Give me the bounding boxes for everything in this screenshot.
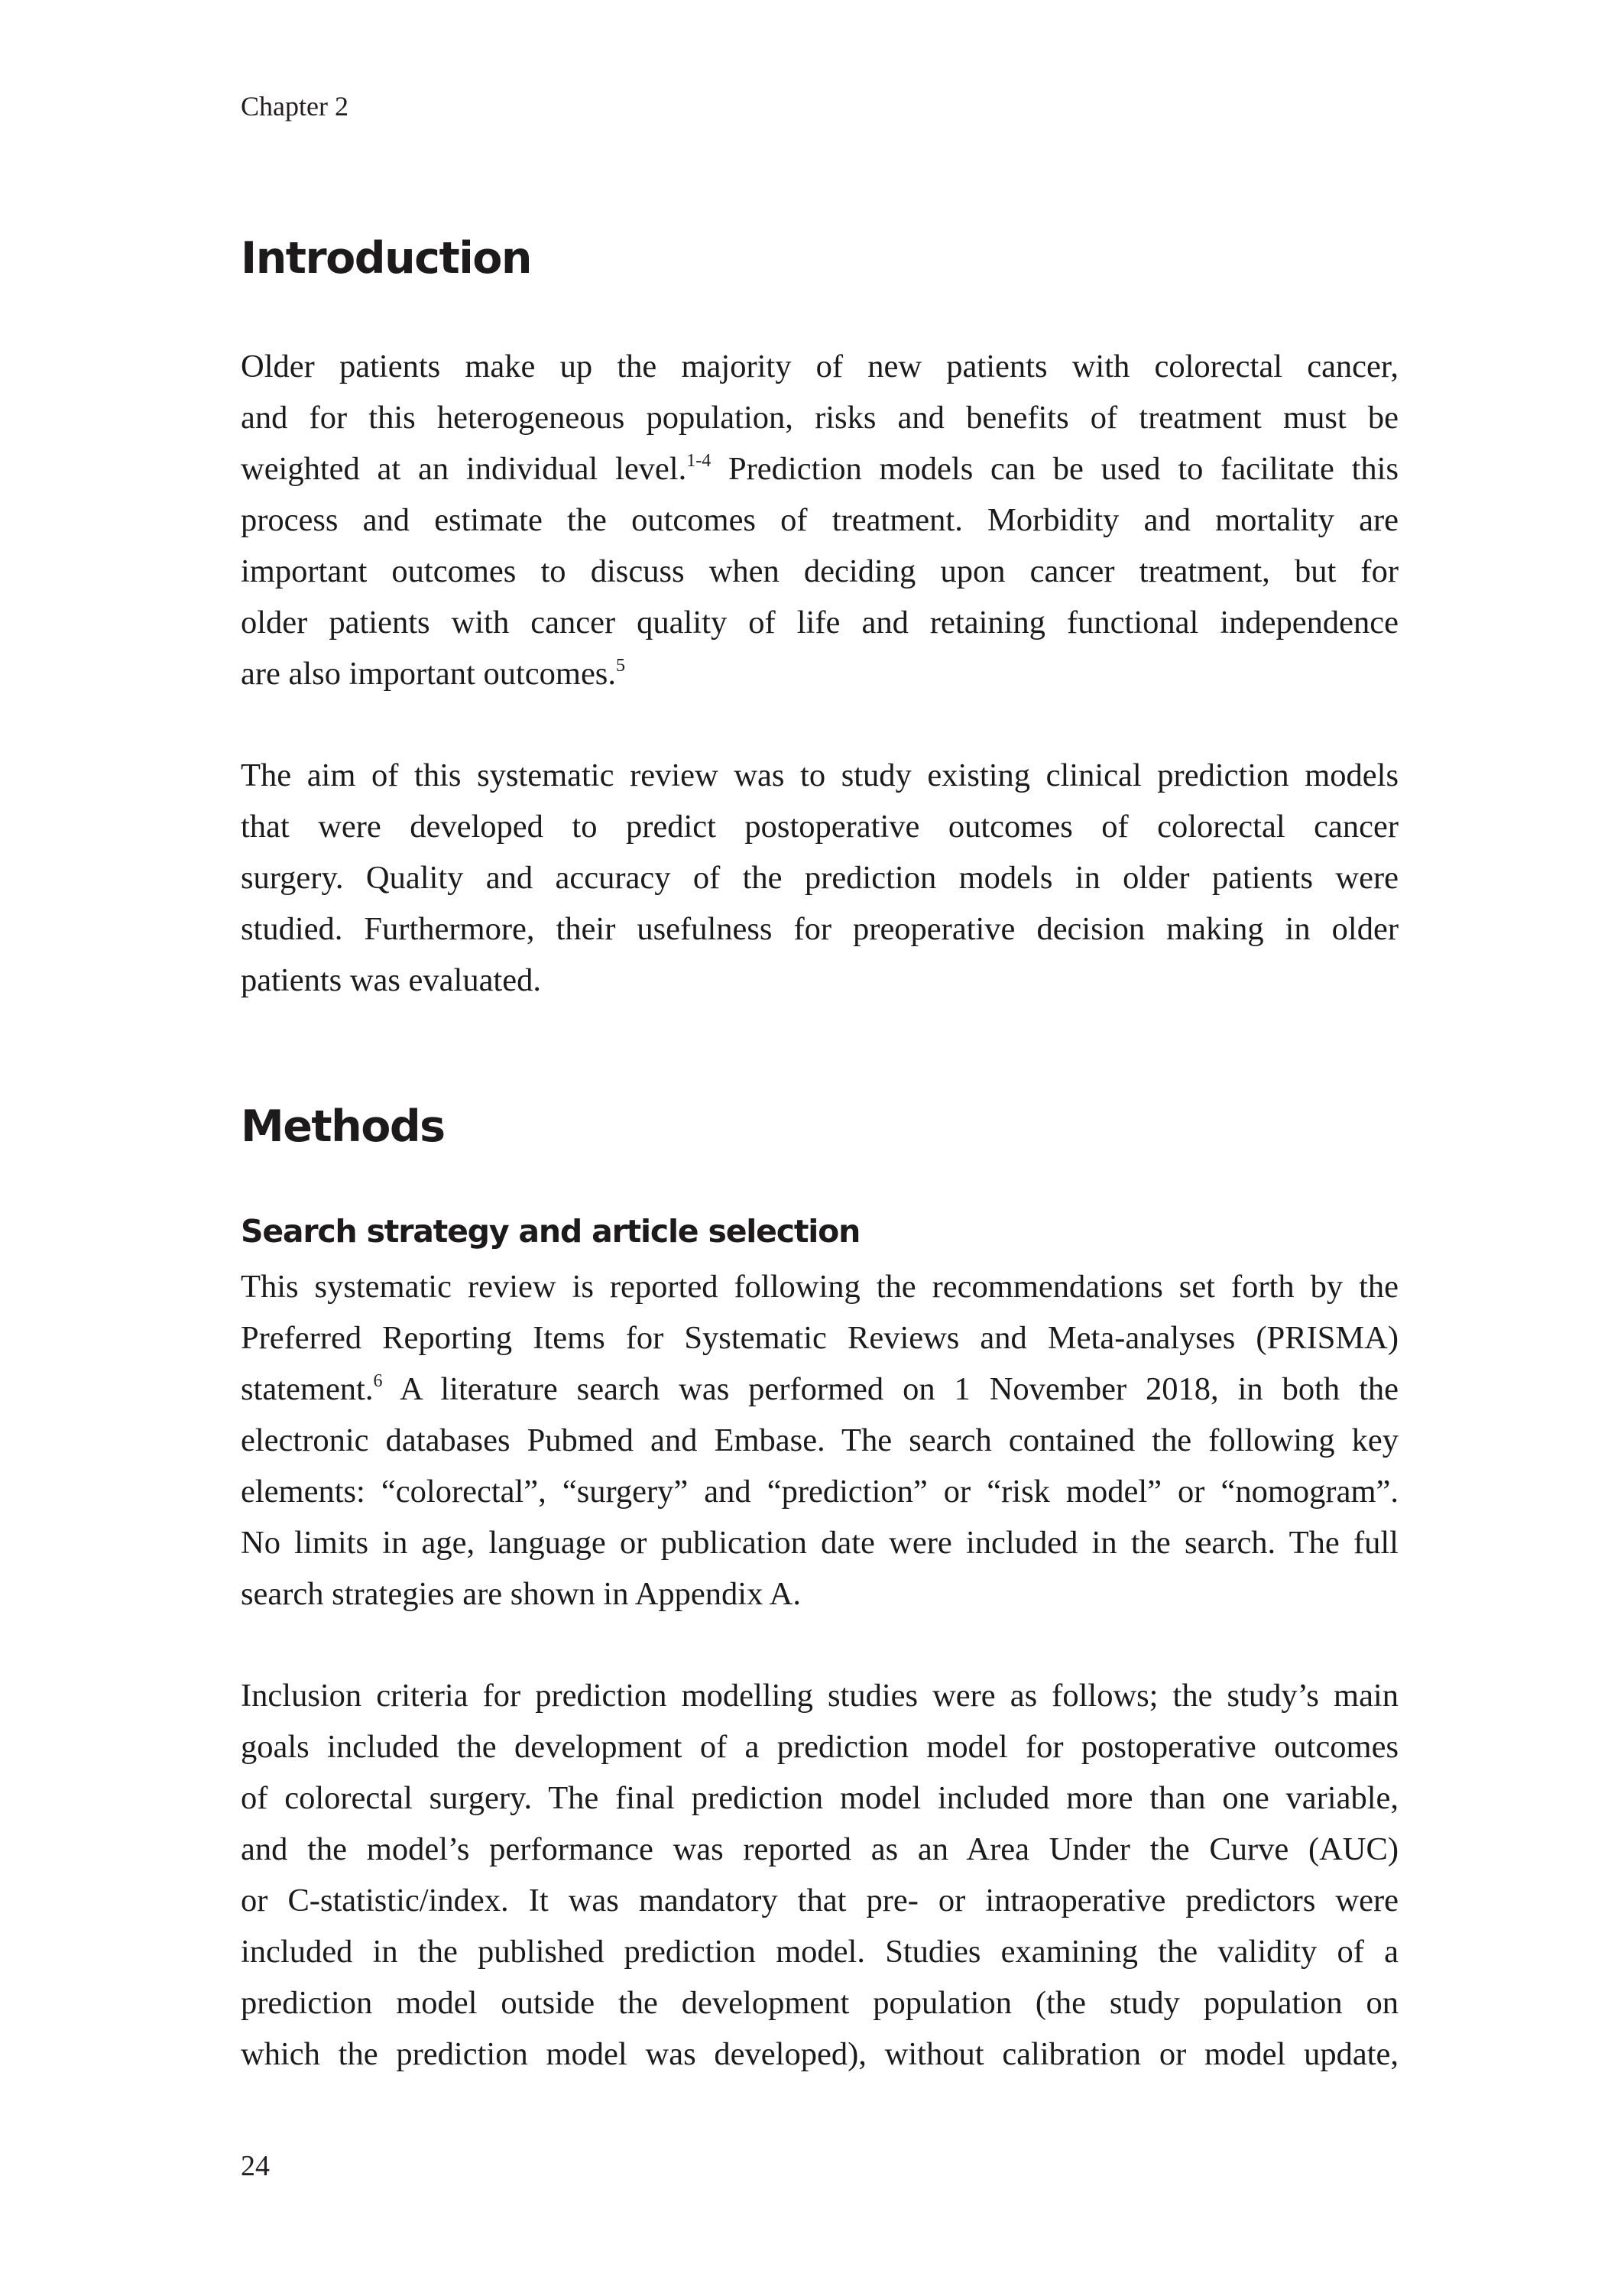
text-span: weighted at an individual level. [241, 451, 687, 487]
text-line: Older patients make up the majority of new patients with colorectal cancer, [241, 349, 1399, 384]
text-line: prediction model outside the development population (the study population on [241, 1985, 1399, 2021]
text-line: that were developed to predict postoperative outcomes of colorectal cancer [241, 809, 1399, 845]
text-line [241, 443, 1399, 495]
section-heading-introduction: Introduction [241, 233, 531, 284]
text-line: search strategies are shown in Appendix A. [241, 1576, 801, 1612]
text-line [241, 1364, 1399, 1415]
methods-paragraph-2 [241, 1670, 1399, 2080]
text-line: goals included the development of a prediction model for postoperative outcomes [241, 1729, 1399, 1765]
text-line: No limits in age, language or publication date were included in the search. The full [241, 1525, 1399, 1561]
intro-paragraph-1 [241, 341, 1399, 699]
text-line: elements: “colorectal”, “surgery” and “prediction” or “risk model” or “nomogram”. [241, 1474, 1399, 1510]
text-line: which the prediction model was developed), without calibration or model update, [241, 2036, 1399, 2072]
text-line: included in the published prediction model. Studies examining the validity of a [241, 1934, 1399, 1970]
page-number: 24 [241, 2150, 270, 2182]
text-line: or C-statistic/index. It was mandatory that pre- or intraoperative predictors were [241, 1883, 1399, 1918]
text-line: studied. Furthermore, their usefulness for preoperative decision making in older [241, 911, 1399, 947]
text-line [241, 648, 1399, 699]
citation-superscript: 1-4 [686, 451, 712, 471]
subsection-heading-search-strategy: Search strategy and article selection [241, 1213, 861, 1250]
text-span: Prediction models can be used to facilitate this [711, 451, 1399, 487]
text-span: are also important outcomes. [241, 656, 616, 692]
text-line: patients was evaluated. [241, 962, 541, 998]
text-line: electronic databases Pubmed and Embase. The search contained the following key [241, 1422, 1399, 1458]
text-line: surgery. Quality and accuracy of the prediction models in older patients were [241, 860, 1399, 896]
text-line: older patients with cancer quality of life and retaining functional independence [241, 605, 1399, 641]
text-line: Inclusion criteria for prediction modelling studies were as follows; the study’s main [241, 1678, 1399, 1714]
citation-superscript: 6 [373, 1371, 383, 1391]
text-line: important outcomes to discuss when deciding upon cancer treatment, but for [241, 553, 1399, 589]
text-line: of colorectal surgery. The final prediction model included more than one variable, [241, 1780, 1399, 1816]
text-line: and the model’s performance was reported as an Area Under the Curve (AUC) [241, 1831, 1399, 1867]
text-span: statement. [241, 1371, 374, 1407]
text-line: process and estimate the outcomes of treatment. Morbidity and mortality are [241, 502, 1399, 538]
text-span: A literature search was performed on 1 November 2018, in both the [382, 1371, 1399, 1407]
running-head: Chapter 2 [241, 91, 348, 122]
text-line: The aim of this systematic review was to study existing clinical prediction models [241, 757, 1399, 793]
text-line: This systematic review is reported following the recommendations set forth by the [241, 1269, 1399, 1305]
methods-paragraph-1 [241, 1261, 1399, 1620]
intro-paragraph-2 [241, 750, 1399, 1006]
citation-superscript: 5 [615, 656, 625, 676]
text-line: and for this heterogeneous population, risks and benefits of treatment must be [241, 400, 1399, 436]
text-line: Preferred Reporting Items for Systematic Reviews and Meta-analyses (PRISMA) [241, 1320, 1399, 1356]
section-heading-methods: Methods [241, 1101, 445, 1152]
